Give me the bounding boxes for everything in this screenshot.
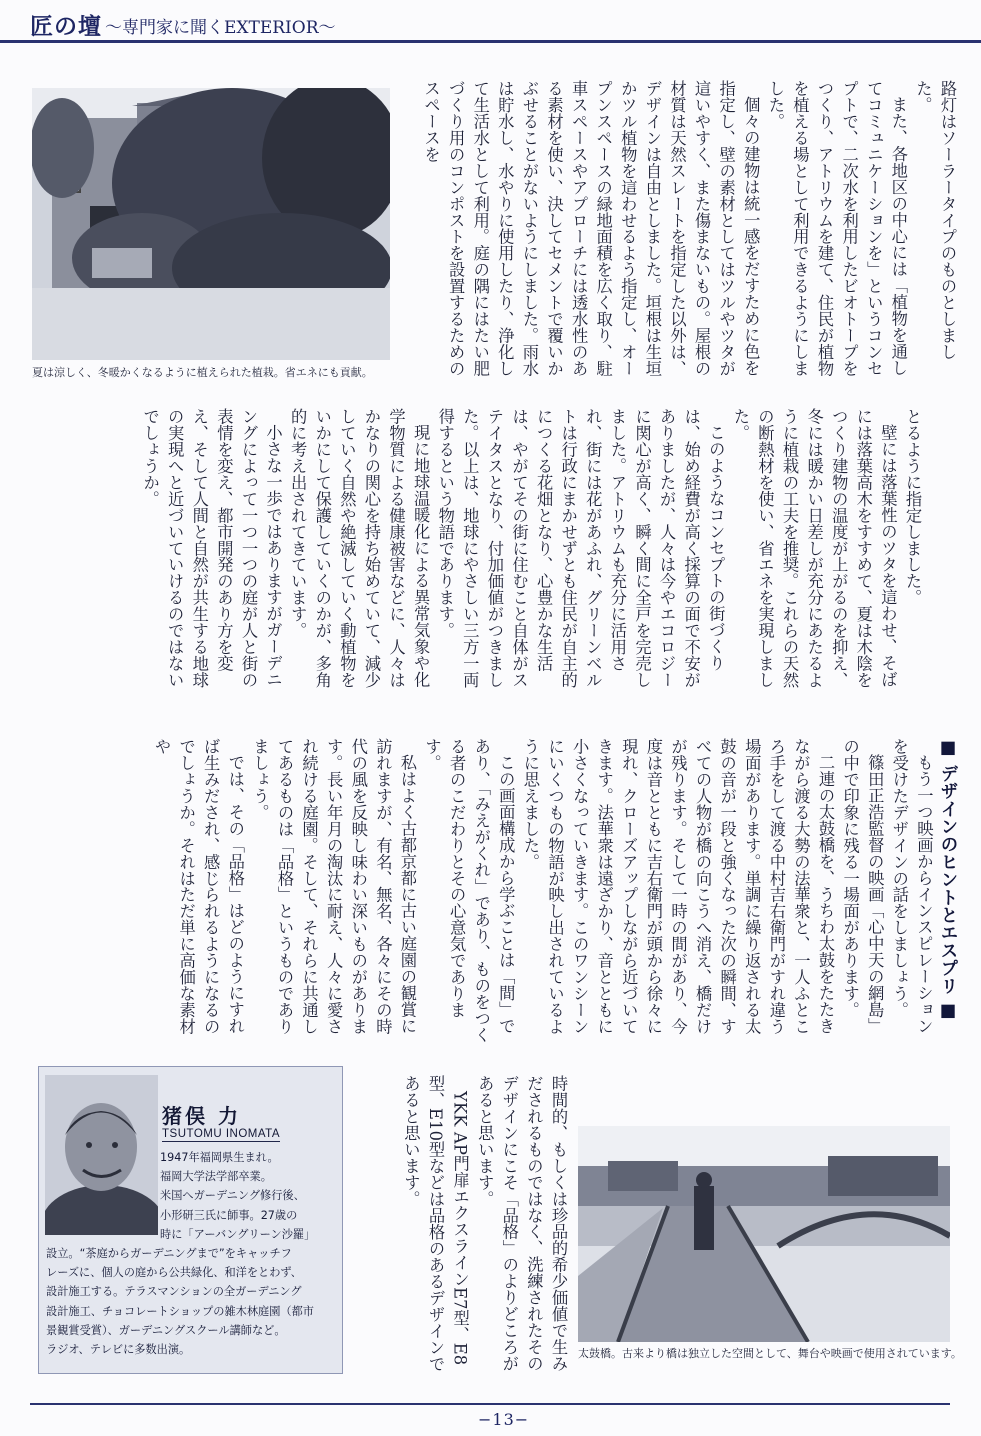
author-romaji: TSUTOMU INOMATA	[162, 1128, 281, 1140]
house-photo-caption: 夏は涼しく、冬暖かくなるように植えられた植栽。省エネにも貢献。	[32, 366, 373, 379]
paragraph: この画面構成から学ぶことは「間」であり、「みえがくれ」であり、ものをつくる者のこだわりとその心意気であります。	[422, 738, 516, 1044]
bio-line: 設立。“茶庭からガーデニングまで”をキャッチフ	[46, 1247, 292, 1260]
article-column-c	[35, 738, 960, 1048]
house-photo	[32, 88, 390, 360]
section-heading: ■ デザインのヒントとエスプリ ■	[938, 738, 958, 1022]
house-photo-image	[32, 88, 390, 360]
author-bio-short	[160, 1148, 335, 1244]
bio-line: 設計施工する。テラスマンションの全ガーデニング	[46, 1285, 302, 1299]
bio-line: 小形研三氏に師事。27歳の	[160, 1208, 298, 1222]
paragraph: 壁には落葉性のツタを這わせ、そばには落葉高木をすすめて、夏は木陰をつくり建物の温度が上がるのを抑え、冬には暖かい日差しが充分にあたるように植栽の工夫を推奨。これらの天然の断熱材を使い、省エネを実現しました。	[730, 408, 898, 689]
paragraph: とるように指定しました。	[903, 408, 922, 606]
paragraph: もう一つ映画からインスピレーションを受けたデザインの話をしましょう。	[889, 738, 934, 1035]
footer-rule	[30, 1403, 950, 1405]
paragraph: このようなコンセプトの街づくりは、始め経費が高く採算の面で不安がありましたが、人々は今やエコロジーに関心が高く、瞬く間に全戸を完売しました。アトリウムも充分に活用され、街には花があふれ、グリーンベルトは行政にまかせずとも住民が自主的につくる花畑となり、心豊かな生活は、やがてその街に住むこと自体がステイタスとなり、付加価値がつきました。以上は、地球にやさしい三方一両得するという物語であります。	[435, 408, 726, 689]
paragraph: YKK AP門扉エクスラインE7型、E8型、E10型などは品格のあるデザインであると思います。	[401, 1075, 470, 1373]
paragraph: 篠田正浩監督の映画「心中天の網島」の中で印象に残る一場面があります。	[840, 738, 885, 1035]
header-rule	[0, 40, 981, 43]
bio-line: 米国へガーデニング修行後、	[160, 1189, 305, 1203]
bridge-photo	[578, 1126, 950, 1342]
paragraph: 私はよく古都京都に古い庭園の観賞に訪れますが、有名、無名、各々にその時代の風を反映し味わい深いものがあります。長い年月の淘汰に耐え、人々に愛され続ける庭園。そして、それらに共通してあるものは「品格」というものでありましょう。	[250, 738, 417, 1035]
paragraph: 小さな一歩ではありますがガーデニングによって一つ一つの庭が人と街の表情を変え、都市開発のあり方を変え、そして人間と自然が共生する地球の実現へと近づいていけるのではないでしょうか。	[140, 408, 283, 689]
bridge-photo-image	[578, 1126, 950, 1342]
article-column-a	[396, 80, 959, 380]
paragraph: 路灯はソーラータイプのものとしました。	[913, 80, 957, 361]
author-portrait	[45, 1075, 158, 1235]
bio-line: 福岡大学法学部卒業。	[160, 1170, 272, 1184]
bridge-photo-caption: 太鼓橋。古来より橋は独立した空間として、舞台や映画で使用されています。	[578, 1347, 962, 1360]
article-column-b	[94, 408, 924, 703]
paragraph: 現に地球温暖化による異常気象や化学物質による健康被害などに、人々はかなりの関心を持ち始めていて、減少していく自然や絶滅していく動植物をいかにして保護していくのかが、多角的に考え出されてきています。	[288, 408, 431, 689]
author-bio-full	[46, 1244, 336, 1359]
bio-line: 時に「アーバングリーン沙羅」	[160, 1227, 316, 1241]
article-column-d	[360, 1075, 570, 1375]
series-subtitle: 〜専門家に聞くEXTERIOR〜	[105, 18, 336, 38]
bio-line: 設計施工、チョコレートショップの雑木林庭園（都市	[46, 1304, 314, 1318]
paragraph: また、各地区の中心には「植物を通してコミュニケーションを」というコンセプトで、二次水を利用したビオトープをつくり、アトリウムを建て、住民が植物を植える場として利用できるようにしました。	[765, 80, 908, 377]
paragraph: 個々の建物は統一感をだすために色を指定し、壁の素材としてはツルやツタが這いやすく、また傷まないもの。屋根の材質は天然スレートを指定した以外は、デザインは自由としました。垣根は生垣かツル植物を這わせるよう指定し、オープンスペースの緑地面積を広く取り、駐車スペースやアプローチには透水性のある素材を使い、決してセメントで覆いかぶせることがないようにしました。雨水は貯水し、水やりに使用したり、浄化して生活水として利用。庭の隅にはたい肥づくり用のコンポストを設置するためのスペースを	[421, 80, 761, 377]
page-number: −13−	[478, 1410, 530, 1429]
paragraph: では、その「品格」はどのようにすれば生みだされ、感じられるようになるのでしょうか。それはただ単に高価な素材や	[152, 738, 245, 1035]
paragraph: 二連の太鼓橋を、うちわ太鼓をたたきながら渡る大勢の法華衆と、一人ふところ手をして渡る中村吉右衛門がすれ違う場面があります。単調に繰り返される太鼓の音が一段と強くなった次の瞬間、すべての人物が橋の向こうへ消え、橋だけが残ります。そして一時の間があり、今度は音とともに吉右衛門が頭から徐々に現れ、クローズアップしながら近づいてきます。法華衆は遠ざかり、音とともに小さくなっていきます。このワンシーンにいくつもの物語が映し出されているように思えました。	[520, 738, 836, 1035]
bio-line: 景観賞受賞）、ガーデニングスクール講師など。	[46, 1323, 286, 1337]
bio-line: ラジオ、テレビに多数出演。	[46, 1343, 191, 1357]
bio-line: 1947年福岡県生まれ。	[160, 1151, 279, 1164]
series-title: 匠の壇	[30, 14, 102, 40]
page-header	[0, 0, 981, 48]
bio-line: レーズに、個人の庭から公共緑化、和洋をとわず、	[46, 1266, 302, 1280]
author-name: 猪俣 力	[162, 1104, 241, 1128]
paragraph: 時間的、もしくは珍品的希少価値で生みだされるものではなく、洗練されたそのデザインにこそ「品格」のよりどころがあると思います。	[475, 1075, 568, 1372]
